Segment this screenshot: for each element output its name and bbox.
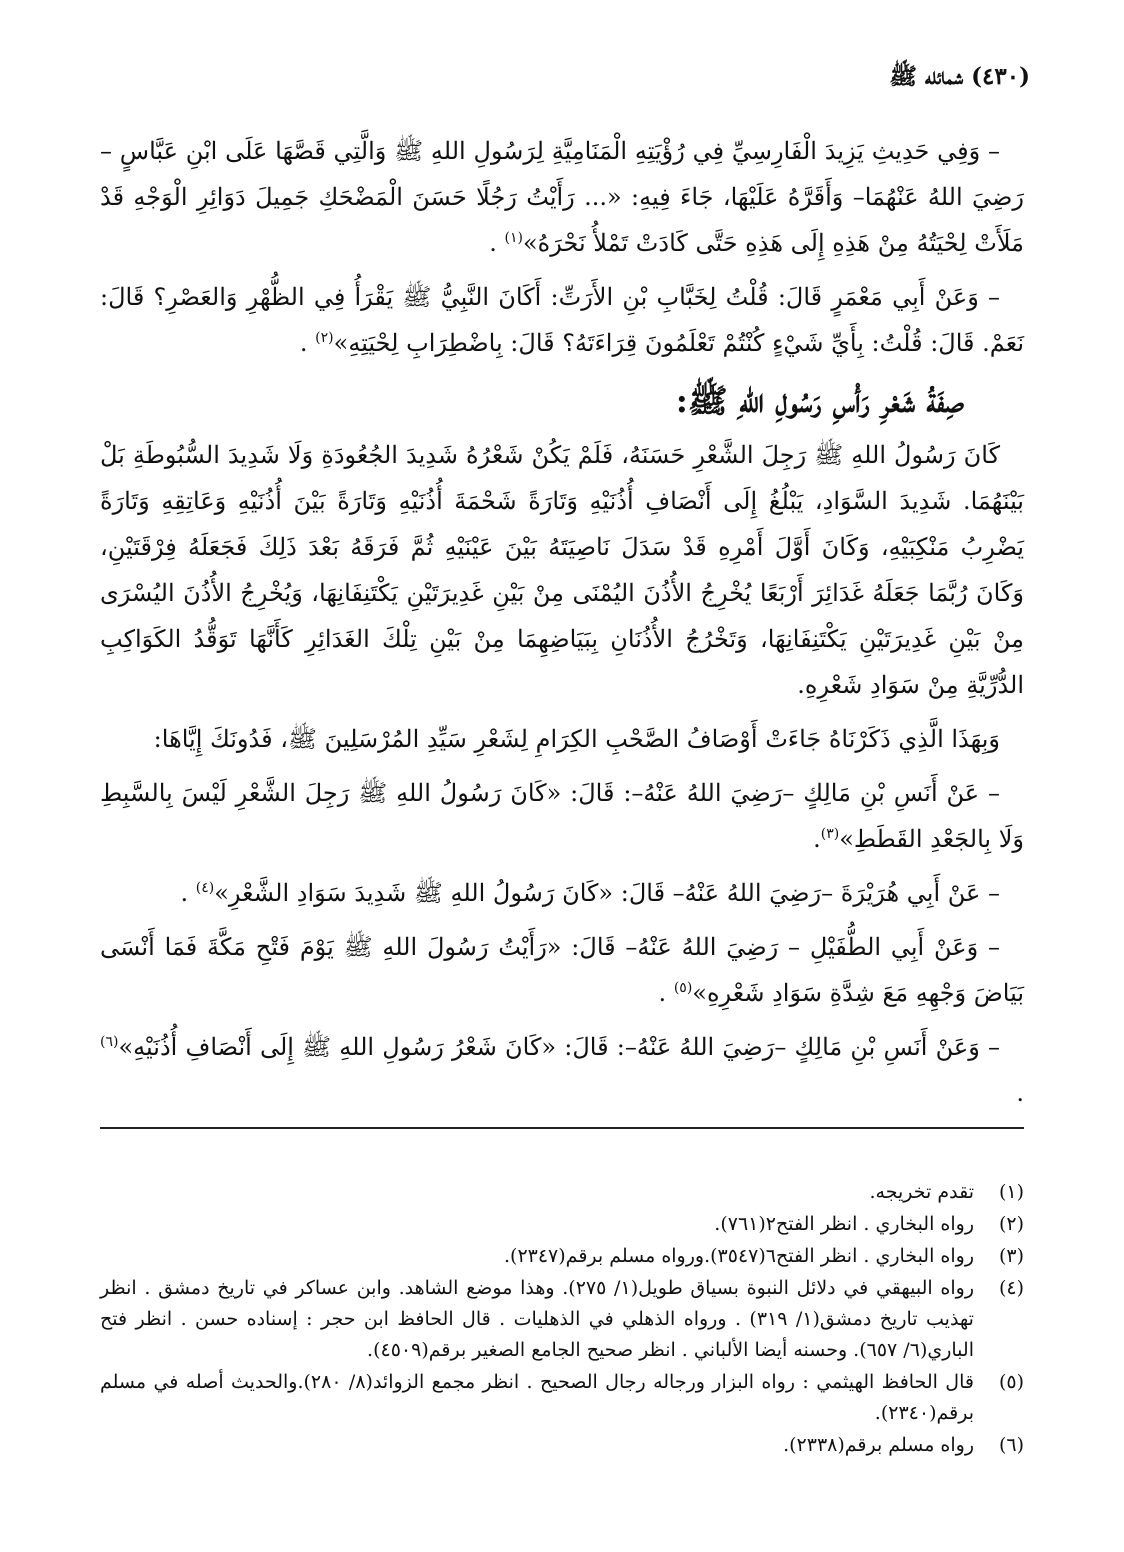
end-dot: . — [299, 329, 308, 357]
footnote-text: قال الحافظ الهيثمي : رواه البزار ورجاله رجال الصحيح . انظر مجمع الزوائد(٨/ ٢٨٠).والحديث أصله في مسلم برقم(٢٣٤٠). — [100, 1371, 974, 1424]
end-dot: . — [813, 825, 821, 853]
footnote-item — [100, 1367, 1024, 1429]
footnotes — [100, 1177, 1024, 1462]
footnote-item — [100, 1241, 1024, 1272]
footnote-number: (٦) — [998, 1434, 1024, 1456]
footnote-ref: (٣) — [820, 826, 840, 842]
footnote-text: رواه البيهقي في دلائل النبوة بسياق طويل(١/ ٢٧٥). وهذا موضع الشاهد. وابن عساكر في تاريخ دمشق . انظر تهذيب تاريخ دمشق(١/ ٣١٩) . ورواه الذهلي في الذهليات . قال الحافظ ابن حجر : إسناده حسن . انظر فتح الباري(٦/ ٦٥٧). وحسنه أيضا الألباني . انظر صحيح الجامع الصغير برقم(٤٥٠٩). — [100, 1277, 974, 1361]
paragraph-text: – عَنْ أَبِي هُرَيْرَةَ –رَضِيَ اللهُ عَنْهُ– قَالَ: «كَانَ رَسُولُ اللهِ ﷺ شَدِيدَ سَوَادِ الشَّعْرِ» — [214, 879, 1000, 907]
footnote-text: رواه مسلم برقم(٢٣٣٨). — [783, 1434, 974, 1456]
paragraph-text: – وَعَنْ أَبِي الطُّفَيْلِ – رَضِيَ اللهُ عَنْهُ– قَالَ: «رَأَيْتُ رَسُولَ اللهِ ﷺ يَوْمَ فَتْحِ مَكَّةَ فَمَا أَنْسَى بَيَاضَ وَجْهِهِ مَعَ شِدَّةِ سَوَادِ شَعْرِهِ» — [100, 933, 1024, 1007]
section-title: صِفَةُ شَعْرِ رَأْسِ رَسُولِ اللهِ ﷺ: — [675, 381, 964, 420]
paragraph-anas-hadith-1 — [100, 770, 1024, 862]
paragraph-yazid-hadith — [100, 128, 1024, 266]
footnote-item — [100, 1430, 1024, 1461]
footnote-separator — [100, 1127, 1024, 1129]
end-dot: . — [489, 229, 497, 257]
footnote-text: تقدم تخريجه. — [869, 1181, 974, 1203]
footnote-number: (٢) — [998, 1213, 1024, 1235]
paragraph-abu-tufayl-hadith — [100, 924, 1024, 1016]
paragraph-abu-mamar-hadith — [100, 274, 1024, 366]
footnote-item — [100, 1209, 1024, 1240]
paragraph-text: – عَنْ أَنَسِ بْنِ مَالِكٍ –رَضِيَ اللهُ عَنْهُ–: قَالَ: «كَانَ رَسُولُ اللهِ ﷺ رَجِلَ الشَّعْرِ لَيْسَ بِالسَّبِطِ وَلَا بِالجَعْدِ القَطَطِ» — [100, 779, 1024, 853]
footnote-ref: (٢) — [315, 330, 334, 346]
footnote-ref: (٤) — [195, 880, 215, 896]
paragraph-companions-intro: وَبِهَذَا الَّذِي ذَكَرْنَاهُ جَاءَتْ أَوْصَافُ الصَّحْبِ الكِرَامِ لِشَعْرِ سَيِّدِ المُرْسَلِينَ ﷺ، فَدُونَكَ إِيَّاهَا: — [153, 725, 1000, 753]
footnote-text: رواه البخاري . انظر الفتح٦(٣٥٤٧).ورواه مسلم برقم(٢٣٤٧). — [503, 1245, 974, 1267]
end-dot: . — [1016, 1079, 1024, 1107]
footnote-item — [100, 1273, 1024, 1366]
footnote-ref: (٦) — [100, 1034, 119, 1050]
paragraph-text: – وَعَنْ أَنَسِ بْنِ مَالِكٍ –رَضِيَ اللهُ عَنْهُ–: قَالَ: «كَانَ شَعْرُ رَسُولِ اللهِ ﷺ إِلَى أَنْصَافِ أُذُنَيْهِ» — [118, 1033, 1000, 1061]
footnote-ref: (٥) — [673, 980, 693, 996]
footnote-number: (١) — [998, 1181, 1024, 1203]
paragraph-abu-hurayra-hadith — [100, 870, 1024, 916]
paragraph-hair-description: كَانَ رَسُولُ اللهِ ﷺ رَجِلَ الشَّعْرِ حَسَنَهُ، فَلَمْ يَكُنْ شَعْرُهُ شَدِيدَ الجُعُودَةِ وَلَا شَدِيدَ السُّبُوطَةِ بَلْ بَيْنَهُمَا. شَدِيدَ السَّوَادِ، يَبْلُغُ إِلَى أَنْصَافِ أُذُنَيْهِ وَتَارَةً شَحْمَةَ أُذُنَيْهِ وَتَارَةً بَيْنَ أُذُنَيْهِ وَعَاتِقِهِ وَتَارَةً يَضْرِبُ مَنْكِبَيْهِ، وَكَانَ أَوَّلَ أَمْرِهِ قَدْ سَدَلَ نَاصِيَتَهُ بَيْنَ عَيْنَيْهِ ثُمَّ فَرَقَهُ بَعْدَ ذَلِكَ فَجَعَلَهُ فِرْقَتَيْنِ، وَكَانَ رُبَّمَا جَعَلَهُ غَدَائِرَ أَرْبَعًا يُخْرِجُ الأُذُنَ اليُمْنَى مِنْ بَيْنِ غَدِيرَتَيْنِ يَكْتَنِفَانِهَا، وَيُخْرِجُ الأُذُنَ اليُسْرَى مِنْ بَيْنِ غَدِيرَتَيْنِ يَكْتَنِفَانِهَا، وَتَخْرُجُ الأُذُنَانِ بِبَيَاضِهِمَا مِنْ بَيْنِ تِلْكَ الغَدَائِرِ كَأَنَّهَا تَوَقُّدُ الكَوَاكِبِ الدُّرِّيَّةِ مِنْ سَوَادِ شَعْرِهِ. — [100, 441, 1024, 699]
paragraph-text: – وَفِي حَدِيثِ يَزِيدَ الْفَارِسِيِّ فِي رُؤْيَتِهِ الْمَنَامِيَّةِ لِرَسُولِ اللهِ ﷺ وَالَّتِي قَصَّهَا عَلَى ابْنِ عَبَّاسٍ –رَضِيَ اللهُ عَنْهُمَا– وَأَقَرَّهُ عَلَيْهَا، جَاءَ فِيهِ: «... رَأَيْتُ رَجُلًا حَسَنَ الْمَضْحَكِ جَمِيلَ دَوَائِرِ الْوَجْهِ قَدْ مَلَأَتْ لِحْيَتُهُ مِنْ هَذِهِ إِلَى هَذِهِ حَتَّى كَادَتْ تَمْلأُ نَحْرَهُ» — [100, 137, 1024, 257]
footnote-number: (٤) — [998, 1277, 1024, 1299]
footnote-number: (٥) — [998, 1371, 1024, 1393]
footnote-ref: (١) — [504, 230, 523, 246]
paragraph-anas-hadith-2 — [100, 1024, 1024, 1116]
end-dot: . — [658, 979, 667, 1007]
paragraph-text: – وَعَنْ أَبِي مَعْمَرٍ قَالَ: قُلْتُ لِخَبَّابِ بْنِ الأَرَتِّ: أَكَانَ النَّبِيُّ ﷺ يَقْرَأُ فِي الظُّهْرِ وَالعَصْرِ؟ قَالَ: نَعَمْ. قَالَ: قُلْتُ: بِأَيِّ شَيْءٍ كُنْتُمْ تَعْلَمُونَ قِرَاءَتَهُ؟ قَالَ: بِاضْطِرَابِ لِحْيَتِهِ» — [100, 283, 1024, 357]
footnote-item — [100, 1177, 1024, 1208]
main-text — [100, 128, 1024, 1124]
footnote-text: رواه البخاري . انظر الفتح٢(٧٦١). — [714, 1213, 974, 1235]
end-dot: . — [180, 879, 189, 907]
footnote-number: (٣) — [998, 1245, 1024, 1267]
page-header: (٤٣٠) شمائله ﷺ — [889, 63, 1030, 90]
